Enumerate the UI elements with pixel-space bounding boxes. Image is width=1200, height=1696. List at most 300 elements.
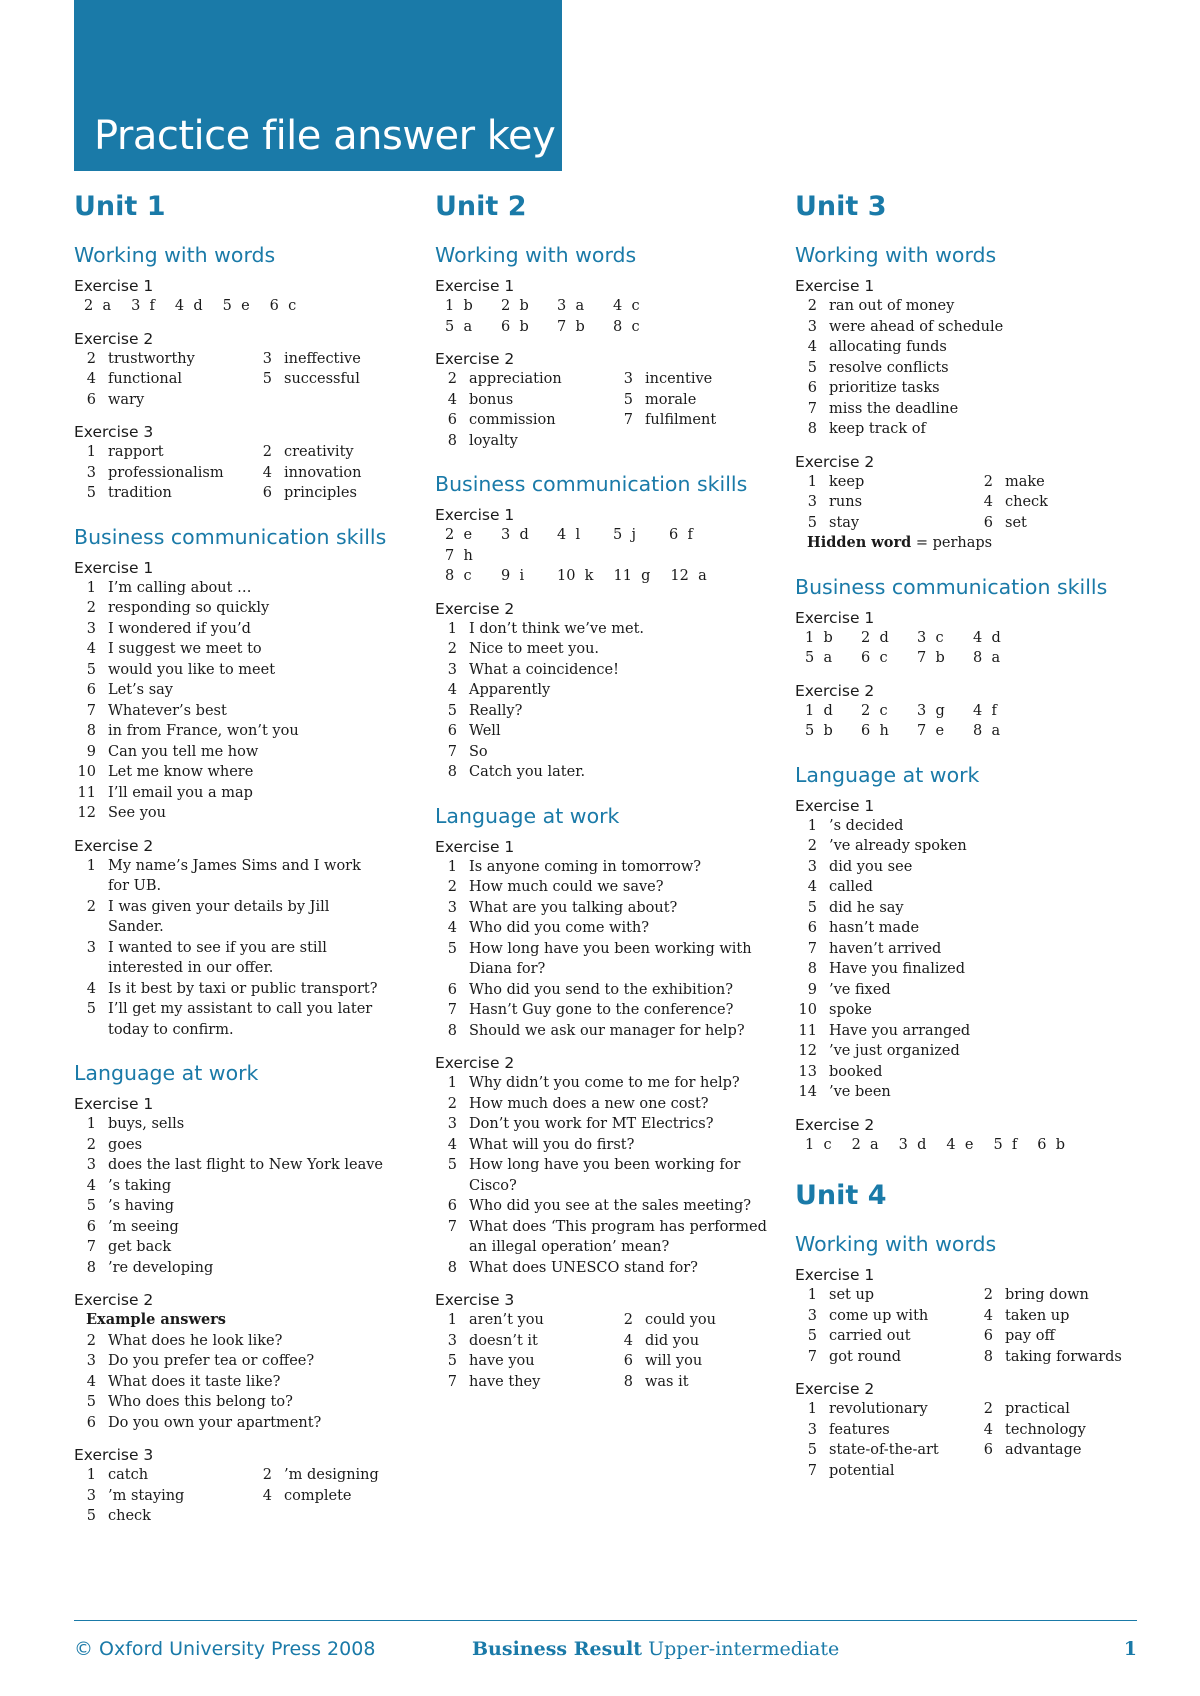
answer-item <box>435 918 780 939</box>
answer-pair: 2 c <box>861 702 888 719</box>
item-text: Who did you come with? <box>469 920 650 936</box>
item-number: 4 <box>623 1332 633 1349</box>
item-text: carried out <box>829 1328 911 1344</box>
item-number: 7 <box>807 940 817 957</box>
answer-list <box>74 442 419 504</box>
item-text: haven’t arrived <box>829 940 942 957</box>
item-text: Nice to meet you. <box>469 641 600 657</box>
item-number: 3 <box>86 620 96 637</box>
answer-item <box>74 803 419 824</box>
item-number: 5 <box>86 661 96 678</box>
item-number: 3 <box>807 494 817 510</box>
answer-row <box>435 566 780 587</box>
answer-item <box>435 369 611 390</box>
item-text: How much does a new one cost? <box>469 1095 709 1112</box>
item-text: ’m designing <box>284 1467 379 1483</box>
item-text: allocating funds <box>829 339 947 355</box>
answer-item <box>74 721 419 742</box>
item-text: Have you arranged <box>829 1022 971 1039</box>
answer-pair: 7 b <box>917 650 945 666</box>
answer-row <box>435 317 780 338</box>
item-number: 1 <box>807 817 817 834</box>
answer-pair: 4 d <box>174 298 203 314</box>
item-number: 10 <box>798 1002 817 1018</box>
item-text: wary <box>108 391 145 408</box>
item-text: ineffective <box>284 350 361 367</box>
item-number: 4 <box>447 682 457 698</box>
item-number: 5 <box>807 899 817 916</box>
answer-item <box>971 1399 1140 1420</box>
item-number: 2 <box>807 838 817 854</box>
item-number: 7 <box>807 400 817 417</box>
column-unit-2 <box>435 190 780 1404</box>
item-number: 6 <box>807 920 817 936</box>
answer-item <box>795 1082 1140 1103</box>
item-number: 5 <box>623 391 633 408</box>
item-text: practical <box>1005 1401 1070 1417</box>
answer-item <box>795 1326 971 1347</box>
answer-pair: 3 d <box>501 527 529 543</box>
answer-item <box>611 1351 780 1372</box>
answer-item <box>74 762 419 783</box>
answer-item <box>971 1285 1140 1306</box>
item-number: 6 <box>86 1218 96 1235</box>
item-text: could you <box>645 1312 716 1328</box>
answer-pair: 6 c <box>269 298 297 314</box>
item-text: does the last flight to New York leave <box>108 1157 383 1173</box>
item-text: What does ‘This program has performed an illegal operation’ mean? <box>469 1218 767 1255</box>
item-text: What does it taste like? <box>108 1373 281 1390</box>
item-number: 6 <box>807 380 817 396</box>
item-number: 5 <box>447 940 457 957</box>
item-text: loyalty <box>469 432 518 449</box>
item-number: 3 <box>86 1157 96 1173</box>
answer-item <box>795 939 1140 960</box>
section-heading: Business communication skills <box>74 524 387 549</box>
answer-item <box>435 1258 780 1279</box>
item-number: 3 <box>623 371 633 387</box>
item-number: 4 <box>983 494 993 510</box>
item-text: hasn’t made <box>829 920 920 936</box>
exercise-label: Exercise 2 <box>435 1054 515 1072</box>
answer-pair: 1 d <box>805 702 833 719</box>
item-text: keep <box>829 473 865 490</box>
item-number: 8 <box>447 764 457 780</box>
item-text: I suggest we meet to <box>108 641 262 657</box>
item-text: ’s having <box>108 1198 175 1214</box>
answer-pair: 8 a <box>973 650 1001 666</box>
answer-pair: 1 b <box>445 298 473 314</box>
item-number: 2 <box>623 1312 633 1328</box>
item-number: 4 <box>86 980 96 997</box>
item-text: trustworthy <box>108 350 195 367</box>
answer-item <box>250 442 419 463</box>
item-text: functional <box>108 371 182 387</box>
item-number: 3 <box>86 464 96 481</box>
item-number: 8 <box>447 432 457 449</box>
answer-list <box>435 619 780 783</box>
item-number: 1 <box>86 1467 96 1483</box>
item-number: 5 <box>86 1001 96 1017</box>
exercise-label: Exercise 2 <box>795 452 875 471</box>
answer-item <box>435 1372 611 1393</box>
item-number: 5 <box>86 1508 96 1524</box>
item-number: 5 <box>447 1157 457 1173</box>
answer-item <box>795 378 1140 399</box>
item-number: 2 <box>262 444 272 460</box>
item-number: 3 <box>262 350 272 367</box>
exercise-label: Exercise 2 <box>795 681 875 700</box>
answer-list <box>74 1114 419 1278</box>
item-text: rapport <box>108 444 164 460</box>
answer-item <box>795 1399 971 1420</box>
item-text: What will you do first? <box>469 1136 635 1153</box>
answer-item <box>611 1372 780 1393</box>
answer-item <box>795 980 1140 1001</box>
item-number: 6 <box>262 485 272 501</box>
answer-item <box>611 410 780 431</box>
item-number: 1 <box>447 1075 457 1091</box>
item-number: 1 <box>86 857 96 874</box>
answer-item <box>435 1331 611 1352</box>
item-text: I’ll email you a map <box>108 784 253 801</box>
answer-item <box>74 1413 419 1434</box>
answer-item <box>74 856 386 897</box>
answer-item <box>250 349 419 370</box>
item-number: 4 <box>983 1421 993 1438</box>
answer-pair: 1 c <box>805 1136 832 1153</box>
item-number: 3 <box>807 318 817 335</box>
answer-item <box>435 742 780 763</box>
item-number: 7 <box>447 743 457 760</box>
answer-item <box>795 836 1140 857</box>
answer-item <box>435 1021 780 1042</box>
item-number: 2 <box>447 371 457 387</box>
item-text: What are you talking about? <box>469 899 678 916</box>
item-text: fulfilment <box>645 412 717 428</box>
item-number: 3 <box>86 1353 96 1369</box>
item-number: 2 <box>86 1332 96 1349</box>
item-number: 2 <box>447 641 457 657</box>
answer-item <box>795 337 1140 358</box>
answer-pair: 4 f <box>973 702 997 719</box>
item-text: ’re developing <box>108 1259 214 1276</box>
note: Example answers <box>86 1311 226 1328</box>
item-number: 13 <box>798 1063 817 1080</box>
item-text: morale <box>645 391 697 408</box>
unit-heading: Unit 3 <box>795 191 887 222</box>
item-number: 6 <box>86 682 96 698</box>
answer-item <box>795 857 1140 878</box>
item-text: was it <box>645 1373 689 1390</box>
item-number: 4 <box>447 920 457 936</box>
hidden-word: Hidden word = perhaps <box>807 534 993 551</box>
answer-pair: 6 h <box>861 723 889 739</box>
answer-list <box>435 857 780 1042</box>
item-text: Apparently <box>469 682 551 698</box>
item-number: 2 <box>983 1401 993 1417</box>
item-text: So <box>469 743 488 760</box>
answer-item <box>74 1372 419 1393</box>
item-number: 7 <box>447 1218 457 1235</box>
answer-pair: 8 a <box>973 723 1001 739</box>
item-text: I wanted to see if you are still interested in our offer. <box>108 939 327 976</box>
item-number: 1 <box>447 1312 457 1328</box>
answer-item <box>435 390 611 411</box>
item-number: 8 <box>86 1259 96 1276</box>
page-title: Practice file answer key <box>94 113 556 159</box>
answer-item <box>971 1347 1140 1368</box>
answer-pair: 6 b <box>1037 1136 1065 1153</box>
item-text: ’m staying <box>108 1487 185 1504</box>
item-number: 3 <box>807 1421 817 1438</box>
answer-item <box>74 1217 419 1238</box>
answer-pair: 8 c <box>445 568 472 584</box>
answer-pair: 2 a <box>84 298 112 314</box>
item-text: Who does this belong to? <box>108 1394 293 1410</box>
item-text: How much could we save? <box>469 879 664 895</box>
answer-item <box>74 742 419 763</box>
item-text: in from France, won’t you <box>108 723 299 739</box>
item-number: 4 <box>447 1136 457 1153</box>
item-text: innovation <box>284 464 362 481</box>
answer-item <box>435 619 780 640</box>
exercise-label: Exercise 3 <box>435 1291 515 1309</box>
answer-item <box>435 898 780 919</box>
answer-item <box>74 660 419 681</box>
item-number: 5 <box>447 702 457 719</box>
item-text: I’ll get my assistant to call you later today to confirm. <box>108 1001 373 1038</box>
answer-item <box>250 369 419 390</box>
item-number: 6 <box>983 1442 993 1458</box>
page-number: 1 <box>1123 1638 1137 1660</box>
item-number: 6 <box>983 1328 993 1344</box>
item-text: Why didn’t you come to me for help? <box>469 1075 740 1091</box>
section-heading: Working with words <box>795 1232 997 1256</box>
column-unit-1 <box>74 190 419 1539</box>
section-heading: Language at work <box>795 762 980 787</box>
answer-item <box>74 578 419 599</box>
item-number: 6 <box>447 1198 457 1214</box>
answer-list <box>435 1073 780 1278</box>
item-text: appreciation <box>469 371 562 387</box>
item-text: have they <box>469 1373 541 1390</box>
answer-rows <box>435 296 780 337</box>
item-number: 7 <box>807 1462 817 1479</box>
answer-pair: 4 l <box>557 527 581 543</box>
answer-item <box>795 472 971 493</box>
answer-item <box>795 1000 1140 1021</box>
book-title: Business Result Upper-intermediate <box>472 1638 840 1660</box>
answer-pair: 5 e <box>222 298 250 314</box>
exercise-label: Exercise 2 <box>74 836 154 855</box>
item-number: 4 <box>983 1307 993 1324</box>
answer-pair: 2 b <box>501 298 529 314</box>
item-text: Let’s say <box>108 682 173 698</box>
answer-item <box>435 721 780 742</box>
exercise-label: Exercise 3 <box>74 1446 154 1464</box>
answer-pair: 3 d <box>898 1136 927 1153</box>
answer-pair: 4 d <box>973 629 1001 646</box>
answer-pair: 3 a <box>557 298 585 314</box>
item-text: Hasn’t Guy gone to the conference? <box>469 1002 734 1018</box>
answer-item <box>795 1041 1140 1062</box>
section-heading: Language at work <box>74 1061 259 1085</box>
answer-pair: 4 c <box>613 298 640 314</box>
exercise-label: Exercise 2 <box>74 1291 154 1309</box>
answer-item <box>74 1196 419 1217</box>
answer-rows <box>795 701 1140 742</box>
item-text: Is anyone coming in tomorrow? <box>469 858 702 875</box>
item-number: 6 <box>86 391 96 408</box>
item-text: will you <box>645 1353 703 1369</box>
item-number: 4 <box>86 371 96 387</box>
answer-item <box>74 369 250 390</box>
item-text: technology <box>1005 1421 1086 1438</box>
item-number: 7 <box>86 702 96 719</box>
item-number: 6 <box>623 1353 633 1369</box>
answer-item <box>795 358 1140 379</box>
section-heading: Business communication skills <box>435 472 748 496</box>
exercise-label: Exercise 2 <box>74 329 154 348</box>
answer-pair: 3 f <box>131 298 155 314</box>
answer-row <box>74 296 419 317</box>
item-text: Do you own your apartment? <box>108 1414 322 1431</box>
item-number: 7 <box>86 1239 96 1255</box>
unit-heading: Unit 1 <box>74 191 166 222</box>
exercise-label: Exercise 1 <box>795 277 875 295</box>
answer-list <box>435 369 780 451</box>
item-number: 1 <box>86 444 96 460</box>
item-text: See you <box>108 805 166 821</box>
answer-item <box>74 680 419 701</box>
item-number: 5 <box>262 371 272 387</box>
answer-item <box>435 680 780 701</box>
answer-row <box>795 721 1140 742</box>
item-text: What a coincidence! <box>469 661 619 678</box>
item-text: catch <box>108 1467 149 1483</box>
item-text: I was given your details by Jill Sander. <box>108 898 330 935</box>
answer-list <box>795 1285 1140 1367</box>
answer-item <box>435 1114 780 1135</box>
answer-item <box>435 1310 611 1331</box>
item-number: 7 <box>807 1348 817 1365</box>
item-number: 5 <box>807 359 817 376</box>
answer-item <box>435 639 780 660</box>
item-text: bring down <box>1005 1287 1089 1303</box>
item-text: aren’t you <box>469 1312 544 1328</box>
item-text: Whatever’s best <box>108 702 227 719</box>
item-number: 3 <box>447 1116 457 1132</box>
item-number: 12 <box>77 805 96 821</box>
item-number: 2 <box>86 1136 96 1153</box>
answer-item <box>611 1331 780 1352</box>
item-number: 9 <box>86 743 96 760</box>
answer-item <box>435 410 611 431</box>
column-unit-3 <box>795 190 1140 1493</box>
item-number: 2 <box>447 1095 457 1112</box>
answer-item <box>435 1073 780 1094</box>
answer-item <box>435 877 780 898</box>
answer-item <box>795 898 1140 919</box>
answer-item <box>74 1351 419 1372</box>
answer-item <box>795 399 1140 420</box>
item-text: Don’t you work for MT Electrics? <box>469 1116 714 1132</box>
exercise-label: Exercise 1 <box>435 837 515 856</box>
answer-item <box>435 1155 780 1196</box>
item-text: Who did you see at the sales meeting? <box>469 1198 752 1214</box>
item-text: revolutionary <box>829 1401 928 1417</box>
answer-row <box>795 648 1140 669</box>
answer-item <box>795 419 1140 440</box>
answer-list <box>795 472 1140 534</box>
answer-item <box>795 1420 971 1441</box>
item-text: ’m seeing <box>108 1218 179 1235</box>
answer-pair: 2 d <box>861 629 889 646</box>
item-number: 7 <box>623 412 633 428</box>
item-text: buys, sells <box>108 1116 185 1132</box>
item-text: advantage <box>1005 1442 1082 1458</box>
item-number: 3 <box>447 1332 457 1349</box>
item-text: got round <box>829 1348 902 1365</box>
answer-item <box>435 1217 780 1258</box>
answer-item <box>795 1440 971 1461</box>
answer-item <box>74 1465 250 1486</box>
item-text: How long have you been working with Diana for? <box>469 940 752 977</box>
item-number: 8 <box>86 723 96 739</box>
answer-item <box>74 1135 419 1156</box>
item-text: have you <box>469 1353 535 1369</box>
item-text: check <box>1005 494 1048 510</box>
exercise-label: Exercise 1 <box>795 1266 875 1284</box>
answer-pair: 11 g <box>613 568 651 584</box>
exercise-label: Exercise 1 <box>795 608 875 627</box>
item-number: 4 <box>86 641 96 657</box>
item-text: I wondered if you’d <box>108 620 251 637</box>
answer-item <box>74 1114 419 1135</box>
answer-pair: 10 k <box>557 568 594 584</box>
item-number: 9 <box>807 981 817 998</box>
answer-item <box>435 1351 611 1372</box>
item-number: 5 <box>86 1198 96 1214</box>
item-text: bonus <box>469 391 514 408</box>
item-number: 8 <box>807 421 817 437</box>
answer-item <box>971 1420 1140 1441</box>
item-text: set up <box>829 1287 875 1303</box>
answer-item <box>435 1094 780 1115</box>
answer-item <box>435 857 780 878</box>
exercise-label: Exercise 2 <box>795 1380 875 1398</box>
item-text: Who did you send to the exhibition? <box>469 981 733 998</box>
item-number: 1 <box>807 473 817 490</box>
item-number: 3 <box>807 858 817 875</box>
footer-divider <box>74 1620 1137 1621</box>
answer-item <box>795 1347 971 1368</box>
answer-item <box>795 1285 971 1306</box>
item-text: How long have you been working for Cisco? <box>469 1157 741 1194</box>
item-text: Catch you later. <box>469 764 586 780</box>
answer-item <box>250 1486 419 1507</box>
answer-pair: 7 b <box>557 318 585 335</box>
answer-item <box>74 999 386 1040</box>
answer-item <box>971 1440 1140 1461</box>
answer-item <box>74 1176 419 1197</box>
item-text: booked <box>829 1063 883 1080</box>
item-number: 1 <box>447 858 457 875</box>
item-text: incentive <box>645 371 713 387</box>
item-text: check <box>108 1508 151 1524</box>
item-number: 3 <box>447 899 457 916</box>
